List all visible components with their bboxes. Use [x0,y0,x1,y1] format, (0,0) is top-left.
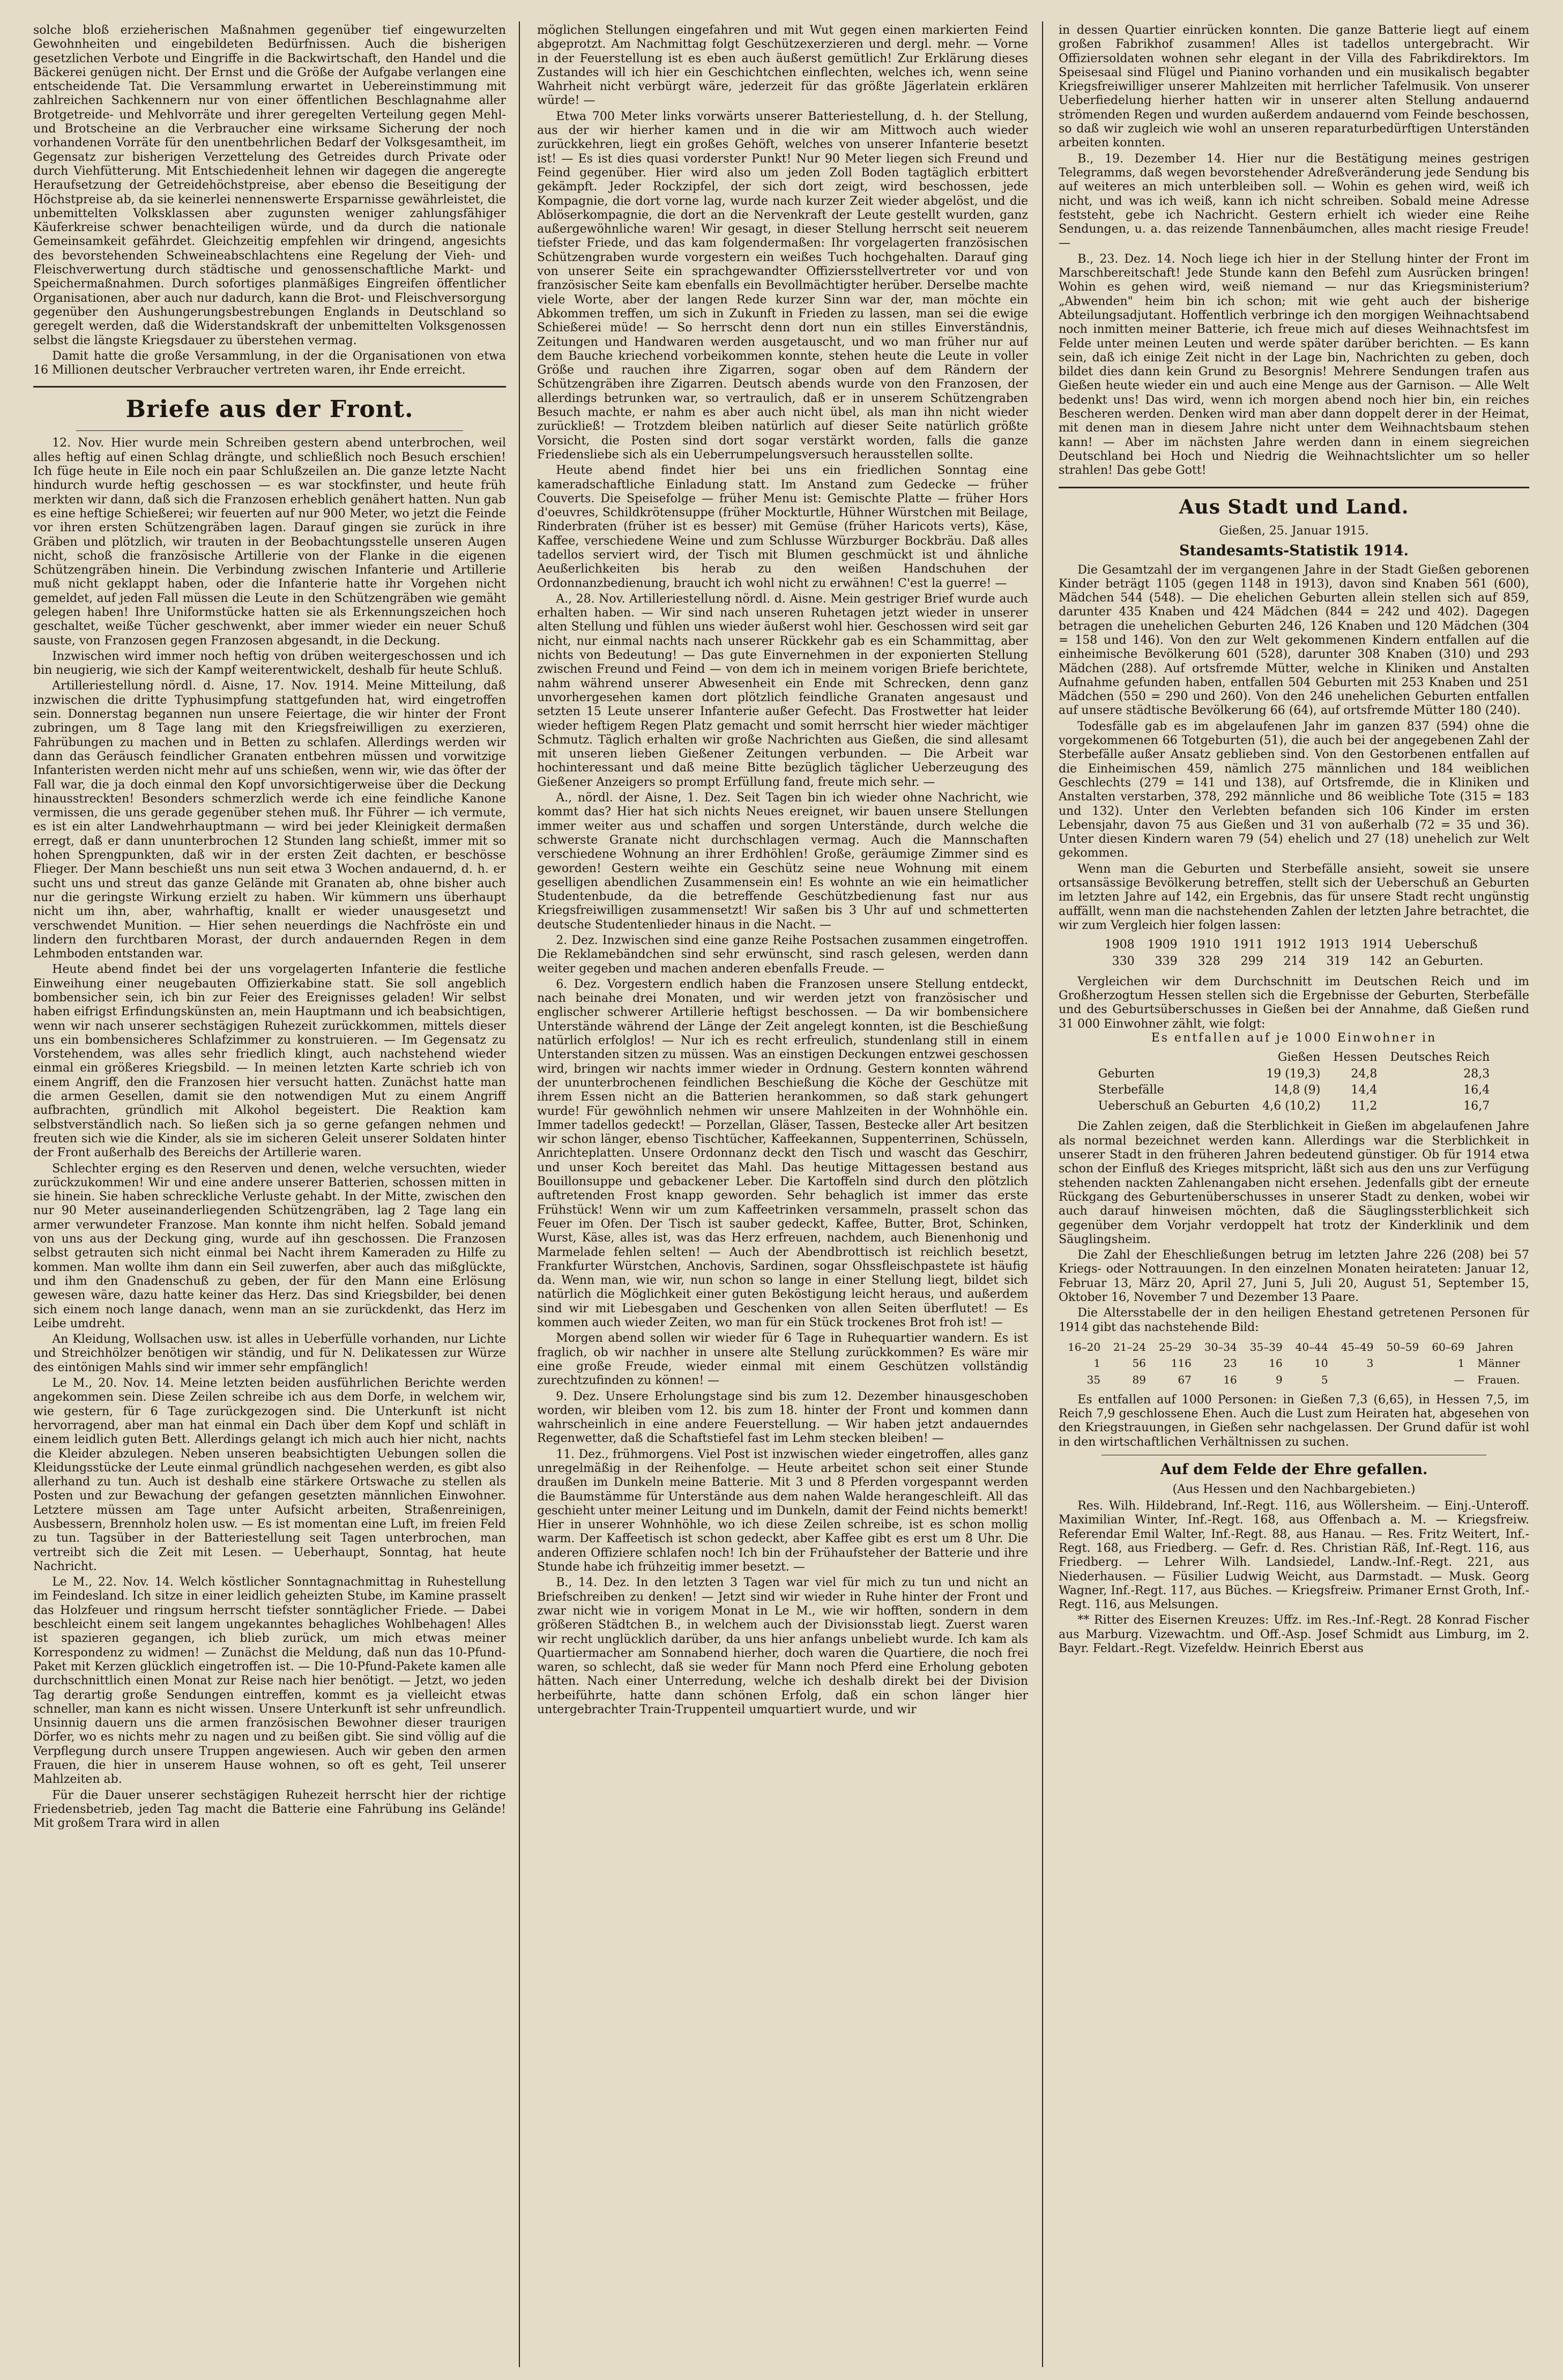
letter-paragraph: Etwa 700 Meter links vorwärts unserer Batteriestellung, d. h. der Stellung, aus der wir hierher kamen und in die wir am Mittwoch auch wieder zurückkehren, liegt ein großes Gehöft, welches von unserer Infanterie besetzt ist! — Es ist dies quasi vorderster Punkt! Nur 90 Meter liegen sich Freund und Feind gegenüber. Hier wird also um jeden Zoll Boden tagtäglich erbittert gekämpft. Jeder Rockzipfel, der sich dort zeigt, wird beschossen, jede Kompagnie, die dort vorne lag, wurde nach kurzer Zeit wieder abgelöst, und die Ablöserkompagnie, die dort an die Nervenkraft der Leute gestellt wurden, ganz außergewöhnliche waren! Wir gesagt, in dieser Stellung herrscht seit neuerem tiefster Friede, und das kam folgendermaßen: Ihr vorgelagerten französischen Schützengraben wurde vorgestern ein weißes Tuch hochgehalten. Darauf ging von unserer Seite ein sprachgewandter Offiziersstellvertreter vor und von französischer Seite kam ebenfalls ein Bevollmächtigter herüber. Derselbe machte viele Worte, aber der langen Rede kurzer Sinn war der, man möchte ein Abkommen treffen, um sich in Zukunft in Frieden zu lassen, man sei die ewige Schießerei müde! — So herrscht denn dort nun ein stilles Einverständnis, Zeitungen und Handwaren werden ausgetauscht, und wo man früher nur auf dem Bauche kriechend vorbeikommen konnte, stehen heute die Leute in voller Größe und rauchen ihre Zigarren, sogar oben auf dem Rändern der Schützengräben ihre Zigarren. Deutsch abends wurde von den Franzosen, der allerdings betrunken war, so vertraulich, daß er in unserem Schützengraben Besuch machte, er nahm es aber auch nicht übel, als man ihn nicht wieder zurückließ! — Trotzdem bleiben natürlich auf dieser Seite natürlich größte Vorsicht, die Posten sind dort sogar verstärkt worden, falls die ganze Friedensliebe sich als ein Ueberrumpelungsversuch herausstellen sollte. [537,109,1028,462]
table-cell: 14,8 (9) [1274,1083,1321,1097]
table-row [1098,937,1490,953]
table-cell: 24,8 [1351,1067,1378,1081]
statistik-paragraph: Die Gesamtzahl der im vergangenen Jahre in der Stadt Gießen geborenen Kinder beträgt 1105 (gegen 1148 in 1913), davon sind Knaben 561 (600), Mädchen 544 (548). — Die ehelichen Geburten allein stellen sich auf 859, darunter 435 Knaben und 424 Mädchen (844 = 242 und 402). Dagegen betragen die unehelichen Geburten 246, 126 Knaben und 120 Mädchen (304 = 158 und 146). Von den zur Welt gekommenen Kindern entfallen auf die einheimische Bevölkerung 601 (528), darunter 308 Knaben (310) und 293 Mädchen (288). Auf ortsfremde Mütter, welche in Kliniken und Anstalten Aufnahme gefunden haben, entfallen 504 Geburten mit 253 Knaben und 251 Mädchen (550 = 290 und 260). Von den 246 unehelichen Geburten entfallen auf unsere städtische Bevölkerung 66 (64), auf ortsfremde Mütter 180 (240). [1059,563,1529,718]
table-cell: 330 [1112,954,1135,968]
table-row [1098,954,1490,970]
table-cell: Ueberschuß [1404,938,1478,952]
table-cell: 14,4 [1351,1083,1378,1097]
table-cell: 21–24 [1113,1340,1146,1353]
table-cell: 23 [1223,1357,1237,1370]
table-cell: 56 [1132,1357,1146,1370]
statistik-title: Standesamts-Statistik 1914. [1179,542,1409,559]
table-cell: 16–20 [1068,1340,1101,1353]
table-cell: Männer [1477,1357,1520,1370]
letter-paragraph: B., 19. Dezember 14. Hier nur die Bestätigung meines gestrigen Telegramms, daß wegen bevorstehender Adreßveränderung jede Sendung bis auf weiteres an mich unterbleiben soll. — Wohin es gehen wird, weiß ich nicht, und was ich weiß, kann ich nicht schreiben. Sobald meine Adresse feststeht, gebe ich Nachricht. Gestern erhielt ich wieder eine Reihe Sendungen, u. a. das reizende Tannenbäumchen, alles macht riesige Freude! — [1059,152,1529,250]
table-cell: 1 [1093,1357,1101,1370]
table-cell: 116 [1171,1357,1192,1370]
table-header [1092,1050,1256,1066]
table-cell: an Geburten. [1404,954,1484,968]
table-header-row [1092,1050,1497,1066]
letter-paragraph: An Kleidung, Wollsachen usw. ist alles in Ueberfülle vorhanden, nur Lichte und Streichhölzer benötigen wir ständig, und für N. Delikatessen zur Würze des eintönigen Mahls sind wir immer sehr empfänglich! [33,1333,506,1374]
letter-paragraph: 2. Dez. Inzwischen sind eine ganze Reihe Postsachen zusammen eingetroffen. Die Reklamebändchen sind sehr erwünscht, sind rasch gelesen, werden dann weiter gegeben und machen anderen ebenfalls Freude. — [537,934,1028,976]
surplus-table [1098,937,1490,970]
ritter-paragraph: ** Ritter des Eisernen Kreuzes: Uffz. im Res.-Inf.-Regt. 28 Konrad Fischer aus Marburg. Vizewachtm. und Off.-Asp. Josef Schmidt aus Limburg, im 2. Bayr. Feldart.-Regt. Vizefeldw. Heinrich Eberst aus [1059,1613,1529,1655]
section-divider [33,386,506,388]
table-cell [1380,1355,1425,1371]
letter-paragraph: B., 14. Dez. In den letzten 3 Tagen war viel für mich zu tun und nicht an Briefschreiben zu denken! — Jetzt sind wir wieder in Ruhe hinter der Front und zwar nicht wie in vorigem Monat in Le M., wie wir hofften, sondern in dem größeren Städtchen B., in welchem auch der Divisionsstab liegt. Zuerst waren wir recht unglücklich darüber, da uns hier anfangs unbeliebt wurde. Ich kam als Quartiermacher am Sonnabend hierher, doch waren die Quartiere, die noch frei waren, so schlecht, daß sie weder für Mann noch Pferd eine Erholung geboten hätten. Nach einer Unterredung, welche ich deshalb direkt bei der Division herbeiführte, hatte dann schönen Erfolg, daß ein schon länger hier untergebrachter Train-Truppenteil umquartiert wurde, und wir [537,1576,1028,1717]
table-cell: 40–44 [1295,1340,1328,1353]
column-left [33,24,506,2366]
table-cell: 11,2 [1351,1099,1378,1113]
table-cell: 1909 [1147,938,1178,952]
column-rule [1042,21,1043,2367]
table-cell: 299 [1240,954,1263,968]
letter-paragraph: Heute abend findet bei der uns vorgelagerten Infanterie die festliche Einweihung einer neugebauten Offizierkabine statt. Sie soll angeblich bombensicher sein, ich bin zur Feier des Ereignisses geladen! Wir selbst haben eifrigst Erfindungskünsten an, mein Hauptmann und ich beabsichtigen, wenn wir nach unserer sechstägigen Ruhezeit zurückkommen, mittels dieser uns ein bombensicheres Schlafzimmer zu konstruieren. — Im Gegensatz zu Vorstehendem, was alles sehr friedlich klingt, auch nachstehend wieder einmal ein größeres Kriegsbild. — In meinen letzten Karte schrieb ich von einem Angriff, den die Franzosen hier versucht hatten. Zunächst hatte man die armen Gesellen, damit sie den notwendigen Mut zu einem Angriff aufbrachten, gründlich mit Alkohol begeistert. Die Reaktion kam selbstverständlich nach. So ließen sich ja so gerne gefangen nehmen und freuten sich wie die Kinder, als sie im sicheren Geleit unserer Soldaten hinter der Front außerhalb des Bereichs der Artillerie waren. [33,963,506,1160]
table-cell: 10 [1314,1357,1328,1370]
table-cell: 89 [1132,1373,1146,1386]
letter-paragraph: Artilleriestellung nördl. d. Aisne, 17. Nov. 1914. Meine Mitteilung, daß inzwischen die dritte Typhusimpfung stattgefunden hat, wird eingetroffen sein. Donnerstag begannen nun unsere Feiertage, die wir hinter der Front zubringen, um 8 Tage lang mit den Kriegsfreiwilligen zu exerzieren, Fahrübungen zu machen und in Betten zu schlafen. Allerdings werden wir dann das Geräusch feindlicher Granaten entbehren müssen und vorwitzige Infanteristen werden nicht mehr auf uns schießen, wenn wir, wie das öfter der Fall war, die ja doch einmal den Kopf unvorsichtigerweise über die Deckung hinausstreckten! Besonders schmerzlich werde ich eine feindliche Kanone vermissen, die uns gerade gegenüber stehen muß. Ihr Führer — ich vermute, es ist ein alter Landwehrhauptmann — wird bei jeder Kleinigkeit dermaßen erregt, daß er dann ununterbrochen 12 Stunden lang schießt, immer mit so hohen Sprengpunkten, daß wir in der ersten Zeit dachten, er beschösse Flieger. Der Mann beschießt uns nun seit etwa 3 Wochen andauernd, d. h. er sucht uns und streut das ganze Gelände mit Granaten ab, ohne bisher auch nur die geringste Wirkung erzielt zu haben. Wir kümmern uns überhaupt nicht um ihn, aber, wahrhaftig, knallt er wieder unausgesetzt und verschwendet Munition. — Hier sehen neuerdings die Nachfröste ein und lindern den furchtbaren Morast, der durch andauernden Regen in dem Lehmboden entstanden war. [33,679,506,961]
article-paragraph: solche bloß erzieherischen Maßnahmen gegenüber tief eingewurzelten Gewohnheiten und eingebildeten Bedürfnissen. Auch die bisherigen gesetzlichen Verbote und Eingriffe in die Backwirtschaft, den Handel und die Bäckerei genügen nicht. Der Ernst und die Größe der Aufgabe verlangen eine entscheidende Tat. Die Versammlung erwartet in Uebereinstimmung mit zahlreichen Sachkennern nur von einer öffentlichen Beschlagnahme aller Brotgetreide- und Mehlvorräte und ihrer geregelten Verteilung gegen Mehl- und Brotscheine an die Verbraucher eine wirksame Sicherung der noch vorhandenen Vorräte für den unentbehrlichen Bedarf der Volksgesamtheit, im Gegensatz zur bisherigen Verzettelung des Getreides durch Private oder durch Viehfütterung. Mit Entschiedenheit lehnen wir dagegen die angeregte Heraufsetzung der Getreidehöchstpreise, aber ebenso die Beseitigung der Höchstpreise ab, da sie keinerlei nennenswerte Ersparnisse gewährleistet, die unbemittelten Volksklassen aber zugunsten weniger zahlungsfähiger Käuferkreise schwer benachteiligen würde, und da durch die nationale Gemeinsamkeit gefährdet. Gleichzeitig empfehlen wir dringend, angesichts des bevorstehenden Schweineabschlachtens eine Regelung der Vieh- und Fleischverwertung durch städtische und genossenschaftliche Markt- und Speichermaßnahmen. Durch sofortiges planmäßiges Eingreifen öffentlicher Organisationen, aber auch nur dadurch, kann die Brot- und Fleischversorgung gegenüber den Aushungerungsbestrebungen Englands in Deutschland so geregelt werden, daß die Widerstandskraft der unbemittelten Volksgenossen selbst die längste Kriegsdauer zu überstehen vermag. [33,24,506,347]
table-cell: 328 [1197,954,1220,968]
table-row [1092,1066,1497,1082]
table-cell [1335,1372,1380,1388]
letter-paragraph: Le M., 20. Nov. 14. Meine letzten beiden ausführlichen Berichte werden angekommen sein. Diese Zeilen schreibe ich aus dem Dorfe, in welchem wir, wie gestern, für 6 Tage zurückgezogen sind. Die Unterkunft ist nicht hervorragend, aber man hat einmal ein Dach über dem Kopf und schläft in einem leidlich guten Bett. Allerdings gelangt ich mich auch hier nicht, nachts die Kleider abzulegen. Neben unseren beabsichtigten Uebungen sollen die Kleidungsstücke der Leute einmal gründlich nachgesehen werden, es gibt also allerhand zu tun. Auch ist deshalb eine stärkere Ortswache zu stellen als Posten und zur Bewachung der gefangen gesetzten männlichen Einwohner. Letztere müssen am Tage unter Aufsicht arbeiten, Straßenreinigen, Ausbessern, Brennholz holen usw. — Es ist momentan eine Luft, im freien Feld zu tun. Tagsüber in der Batteriestellung seit Tagen unterbrochen, man vertreibt sich die Zeit mit Lesen. — Ueberhaupt, Sonntag, hat heute Nachricht. [33,1377,506,1573]
table-cell: 1911 [1233,938,1263,952]
table-cell: 16,4 [1463,1083,1490,1097]
table-row [1061,1355,1527,1371]
table-cell: 1908 [1104,938,1135,952]
letter-paragraph: Schlechter erging es den Reserven und denen, welche versuchten, wieder zurückzukommen! Wir und eine andere unserer Batterien, schossen mitten in sie hinein. Sie haben schreckliche Verluste gehabt. In der Mitte, zwischen den nur 90 Meter auseinanderliegenden Schützengräben, lag 2 Tage lang ein armer verwundeter Franzose. Man konnte ihm nicht helfen. Sobald jemand von uns aus der Deckung ging, wurde auf ihn geschossen. Die Franzosen selbst getrauten sich nicht einmal bei Nacht ihrem Kameraden zu Hilfe zu kommen. Man wollte ihm dann ein Seil zuwerfen, aber auch das mißglückte, und ihm den Gnadenschuß zu geben, der für den Mann eine Erlösung gewesen wäre, dazu hatte keiner das Herz. Das sind Kriegsbilder, bei denen sich einem noch lange danach, wenn man an sie zurückdenkt, das Herz im Leibe umdreht. [33,1162,506,1330]
table-cell: 60–69 [1432,1340,1465,1353]
ehre-subtitle: (Aus Hessen und den Nachbargebieten.) [1172,1483,1416,1497]
table-row [1061,1372,1527,1388]
table-cell: — [1454,1373,1465,1386]
table-cell: Jahren [1477,1340,1514,1353]
table-cell: 16,7 [1463,1099,1490,1113]
table-cell: 1913 [1319,938,1349,952]
table-cell: 1 [1457,1357,1465,1370]
title-divider [76,430,463,431]
age-table [1061,1339,1527,1388]
letter-paragraph: Morgen abend sollen wir wieder für 6 Tage in Ruhequartier wandern. Es ist fraglich, ob wir nachher in unsere alte Stellung zurückkommen? Es wäre mir eine große Freude, wieder einmal mit einem Geschützen vollständig zurechtzufinden zu können! — [537,1332,1028,1388]
table-cell: 1914 [1361,938,1392,952]
section-divider [1059,487,1529,488]
ehre-paragraph: Res. Wilh. Hildebrand, Inf.-Regt. 116, aus Wöllersheim. — Einj.-Unteroff. Maximilian Winter, Inf.-Regt. 168, aus Offenbach a. M. — Kriegsfreiw. Referendar Emil Walter, Inf.-Regt. 88, aus Hanau. — Res. Fritz Weitert, Inf.-Regt. 168, aus Friedberg. — Gefr. d. Res. Christian Räß, Inf.-Regt. 116, aus Friedberg. — Lehrer Wilh. Landsiedel, Landw.-Inf.-Regt. 221, aus Niederhausen. — Füsilier Ludwig Weicht, aus Darmstadt. — Musk. Georg Wagner, Inf.-Regt. 117, aus Büches. — Kriegsfreiw. Primaner Ernst Groth, Inf.-Regt. 116, aus Melsungen. [1059,1499,1529,1612]
table-header: Deutsches Reich [1390,1051,1490,1065]
table-header: Gießen [1277,1051,1321,1065]
letter-paragraph: A., 28. Nov. Artilleriestellung nördl. d. Aisne. Mein gestriger Brief wurde auch erhalten haben. — Wir sind nach unseren Ruhetagen jetzt wieder in unserer alten Stellung und fühlen uns wieder äußerst wohl hier. Geschossen wird seit gar nicht, nur einmal nachts nach unserer Rückkehr gab es ein Schammittag, aber nichts von Bedeutung! — Das gute Einvernehmen in der exponierten Stellung zwischen Freund und Feind — von dem ich in meinem vorigen Briefe berichtete, nahm während unserer Abwesenheit ein Ende mit Schrecken, denn ganz unvorhergesehen kamen dort plötzlich feindliche Granaten angesaust und setzten 15 Leute unserer Infanterie außer Gefecht. Das Frostwetter hat leider wieder heftigem Regen Platz gemacht und somit herrscht hier wieder mächtiger Schmutz. Täglich erhalten wir große Nachrichten aus Gießen, die sind allesamt mit unseren lieben Gießener Zeitungen verbunden. — Die Arbeit war hochinteressant und daß meine Bitte bezüglich täglicher Ueberzeugung des Gießener Anzeigers so prompt Erfüllung fand, freute mich sehr. — [537,592,1028,789]
article-paragraph: Damit hatte die große Versammlung, in der die Organisationen von etwa 16 Millionen deutscher Verbraucher vertreten waren, ihr Ende erreicht. [33,349,506,377]
table-cell: Sterbefälle [1098,1083,1164,1097]
statistik-paragraph: Die Zahlen zeigen, daß die Sterblichkeit in Gießen im abgelaufenen Jahre als normal bezeichnet werden kann. Allerdings war die Sterblichkeit in unserer Stadt in den früheren Jahren bedeutend günstiger. Ob für 1914 etwa schon der Einfluß des Krieges mitspricht, läßt sich aus den uns zur Verfügung stehenden nackten Zahlenangaben nicht ersehen. Jedenfalls gibt der erneute Rückgang des Geburtenüberschusses in unserer Stadt zu denken, wobei wir auch darauf hinweisen möchten, daß die Säuglingssterblichkeit sich gegenüber dem Vorjahr verdoppelt hat trotz der Kinderklinik und dem Säuglingsheim. [1059,1120,1529,1246]
table-cell: 339 [1155,954,1178,968]
letter-paragraph: in dessen Quartier einrücken konnten. Die ganze Batterie liegt auf einem großen Fabrikhof zusammen! Alles ist tadellos untergebracht. Wir Offiziersoldaten wohnen sehr elegant in der Villa des Fabrikdirektors. Im Speisesaal sind Flügel und Pianino vorhanden und ein musikalisch begabter Kriegsfreiwilliger unserer Mahlzeiten mit herrlicher Tafelmusik. Von unserer Ueberfiedelung hierher hatten wir in unserer alten Stellung andauernd strömenden Regen und wurden außerdem andauernd vom Feinde beschossen, so daß wir zugleich wie wohl an unseren reparaturbedürftigen Unterständen arbeiten konnten. [1059,24,1529,150]
table-cell: 35 [1086,1373,1101,1386]
table-cell: 214 [1283,954,1306,968]
letter-paragraph: 6. Dez. Vorgestern endlich haben die Franzosen unsere Stellung entdeckt, nach beinahe drei Monaten, und wir werden jetzt von französischer und englischer schwerer Artillerie heftigst beschossen. — Da wir bombensichere Unterstände während der Länge der Zeit angelegt konnten, ist die Beschießung natürlich erfolglos! — Nur ich es recht erfreulich, stundenlang still in einem Unterstanden sitzen zu müssen. Was an einstigen Deckungen entzwei geschossen wird, bringen wir nachts immer wieder in Ordnung. Gestern konnten während der ununterbrochenen feindlichen Beschießung die Köche der Geschütze mit ihrem Essen nicht an die Batterien herankommen, so daß stark gehungert wurde! Für gewöhnlich nehmen wir unsere Mahlzeiten in der Wohnhöhle ein. Immer tadellos gedeckt! — Porzellan, Gläser, Tassen, Bestecke aller Art besitzen wir schon länger, ebenso Tischtücher, Kaffeekannen, Suppenterrinen, Schüsseln, Anrichteplatten. Unsere Ordonnanz deckt den Tisch und wascht das Geschirr, und unser Koch bereitet das Mahl. Das heutige Mittagessen bestand aus Bouillonsuppe und gebackener Leber. Die Kartoffeln sind durch den plötzlich auftretenden Frost knapp geworden. Sehr behaglich ist immer das erste Frühstück! Wenn wir um zum Kaffeetrinken versammeln, prasselt schon das Feuer im Ofen. Der Tisch ist sauber gedeckt, Kaffee, Butter, Brot, Schinken, Wurst, Käse, alles ist, was das Herz erfreuen, nachdem, auch Bienenhonig und Marmelade fehlen selten! — Auch der Abendbrottisch ist reichlich besetzt, Frankfurter Würstchen, Anchovis, Sardinen, sogar Ohssfleischpastete ist häufig da. Wenn man, wie wir, nun schon so lange in einer Stellung liegt, bildet sich natürlich die Möglichkeit einer guten Beköstigung leicht heraus, und außerdem sind wir mit Liebesgaben und Geschenken von allen Seiten überflutet! — Es kommen auch wieder Zeiten, wo man für ein Stück trockenes Brot froh ist! — [537,977,1028,1330]
table-cell: 50–59 [1386,1340,1419,1353]
letter-paragraph: A., nördl. der Aisne, 1. Dez. Seit Tagen bin ich wieder ohne Nachricht, wie kommt das? Hier hat sich nichts Neues ereignet, wir bauen unsere Stellungen immer weiter aus und schaffen und sorgen Unterstände, durch welche die schwerste Granate nicht durchschlagen vermag. Auch die Mannschaften verschiedene Wohnung an ihrer Erdhöhlen! Große, geräumige Zimmer sind es geworden! Gestern weihte ein Geschütz seine neue Wohnung mit einem geselligen abendlichen Zusammensein ein! Es wohnte an wie ein heimatlicher Studentenbude, da die betreffende Geschützbedienung fast nur aus Kriegsfreiwilligen zusammensetzt! Wir saßen bis 3 Uhr auf und schmetterten deutsche Studentenlieder hinaus in die Nacht. — [537,791,1028,932]
statistik-paragraph: Die Altersstabelle der in den heiligen Ehestand getretenen Personen für 1914 gibt das nachstehende Bild: [1059,1306,1529,1334]
table-row [1092,1098,1497,1114]
table-cell: 19 (19,3) [1266,1067,1321,1081]
table-cell: Frauen. [1477,1373,1520,1386]
letter-paragraph: Heute abend findet hier bei uns ein friedlichen Sonntag eine kameradschaftliche Einladung statt. Im Anstand zum Gedecke — früher Couverts. Die Speisefolge — früher Menu ist: Gemischte Platte — früher Hors d'oeuvres, Schildkrötensuppe (früher Mockturtle, Hühner Würstchen mit Beilage, Rinderbraten (früher ist es besser) mit Gemüse (früher Haricots verts), Käse, Kaffee, verschiedene Weine und zum Schlusse Würzburger Bockbräu. Daß alles tadellos serviert wird, der Tisch mit Blumen geschmückt ist und ähnliche Aeußerlichkeiten bis herab zu den weißen Handschuhen der Ordonnanzbedienung, braucht ich wohl nicht zu erwähnen! C'est la guerre! — [537,464,1028,590]
table-cell: 3 [1366,1357,1374,1370]
table-cell: 319 [1326,954,1349,968]
table-cell: 1910 [1190,938,1220,952]
statistik-paragraph: Es entfallen auf 1000 Personen: in Gießen 7,3 (6,65), in Hessen 7,5, im Reich 7,9 geschlossene Ehen. Auch die Lust zum Heiraten hat, abgesehen von den Kriegstrauungen, in Gießen sehr nachgelassen. Der Grund dafür ist wohl in den wirtschaftlichen Verhältnissen zu suchen. [1059,1393,1529,1449]
table-cell: 16 [1269,1357,1283,1370]
table-cell: 25–29 [1158,1340,1192,1353]
letter-paragraph: Inzwischen wird immer noch heftig von drüben weitergeschossen und ich bin neugierig, wie sich der Kampf weiterentwickelt, deshalb für heute Schluß. [33,649,506,678]
table-cell: Ueberschuß an Geburten [1098,1099,1250,1113]
statistik-paragraph: Die Zahl der Eheschließungen betrug im letzten Jahre 226 (208) bei 57 Kriegs- oder Nottrauungen. In den einzelnen Monaten heirateten: Januar 12, Februar 13, März 20, April 27, Juni 5, Juli 20, August 51, September 15, Oktober 16, November 7 und Dezember 13 Paare. [1059,1248,1529,1305]
table-cell: 5 [1321,1373,1328,1386]
ehre-title: Auf dem Felde der Ehre gefallen. [1160,1461,1428,1478]
section-title-briefe: Briefe aus der Front. [125,396,414,423]
letter-paragraph: möglichen Stellungen eingefahren und mit Wut gegen einen markierten Feind abgeprotzt. Am Nachmittag folgt Geschützexerzieren und dergl. mehr. — Vorne in der Feuerstellung ist es eben auch äußerst gemütlich! Zur Erklärung dieses Zustandes will ich hier ein Geschichtchen einflechten, welches ich, wenn seine Wahrheit nicht verbürgt wäre, jederzeit für das größte Jägerlatein erklären würde! — [537,24,1028,108]
table-header: Hessen [1333,1051,1378,1065]
table-cell: 30–34 [1204,1340,1237,1353]
letter-paragraph: Le M., 22. Nov. 14. Welch köstlicher Sonntagnachmittag in Ruhestellung im Feindesland. Ich sitze in einer leidlich geheizten Stube, im Kamine prasselt das Holzfeuer und ringsum herrscht tiefster sonntäglicher Friede. — Dabei beschleicht einem seit langem ungekanntes behagliches Wohlbehagen! Alles ist spazieren gegangen, ich blieb zurück, um mich etwas meiner Korrespondenz zu widmen! — Zunächst die Meldung, daß nun das 10-Pfund-Paket mit Kerzen glücklich eingetroffen ist. — Die 10-Pfund-Pakete kamen alle durchschnittlich einen Monat zur Reise nach hier benötigt. — Jetzt, wo jeden Tag derartig große Sendungen eintreffen, kommt es ja vielleicht etwas schneller, man kann es nicht wissen. Unsere Unterkunft ist sehr unfreundlich. Unsinnig dauern uns die armen französischen Bewohner dieser traurigen Dörfer, wo es nichts mehr zu nagen und zu beißen gibt. Sie sind völlig auf die Verpflegung durch unsere Truppen angewiesen. Auch wir geben den armen Frauen, die hier in unserem Hause wohnen, so oft es geht, Teil unserer Mahlzeiten ab. [33,1575,506,1787]
letter-paragraph: B., 23. Dez. 14. Noch liege ich hier in der Stellung hinter der Front im Marschbereitschaft! Jede Stunde kann den Befehl zum Ausrücken bringen! Wohin es gehen wird, weiß niemand — nur das Kriegsministerium? „Abwenden" heim bin ich schon; mit wie geht auch der bisherige Abteilungsadjutant. Hoffentlich verbringe ich den morgigen Weihnachtsabend noch inmitten meiner Batterie, ich freue mich auf dieses Weihnachtsfest im Felde unter meinen Leuten und werde später darüber berichten. — Es kann sein, daß ich einige Zeit nicht in der Lage bin, Nachrichten zu geben, doch bildet dies dann kein Grund zu Besorgnis! Mehrere Sendungen trafen aus Gießen heute wieder ein und auch eine Menge aus der Garnison. — Alle Welt bedenkt uns! Das wird, wenn ich morgen abend noch hier bin, ein reiches Bescheren werden. Denken wird man aber dann doppelt derer in der Heimat, mit denen man in diesem Jahre nicht unter dem Weihnachtsbaum stehen kann! — Aber im nächsten Jahre werden dann in einem siegreichen Deutschland bei Hoch und Niedrig die Weihnachtslichter um so heller strahlen! Das gebe Gott! [1059,252,1529,478]
table-cell: 67 [1178,1373,1192,1386]
letter-paragraph: Für die Dauer unserer sechstägigen Ruhezeit herrscht hier der richtige Friedensbetrieb, jeden Tag macht die Batterie eine Fahrübung ins Gelände! Mit großem Trara wird in allen [33,1788,506,1831]
letter-paragraph: 11. Dez., frühmorgens. Viel Post ist inzwischen wieder eingetroffen, alles ganz unregelmäßig in der Reihenfolge. — Heute arbeitet schon seit einer Stunde draußen im Dunkeln meine Batterie. Mit 3 und 8 Pferden vorgespannt werden die Baumstämme für Unterstände aus dem nahen Walde herangeschleift. All das geschieht unter meiner Leitung und im Dunkeln, damit der Feind nichts bemerkt! Hier in unserer Wohnhöhle, wo ich diese Zeilen schreibe, ist es schon mollig warm. Der Kaffeetisch ist schon gedeckt, aber Kaffee gibt es erst um 8 Uhr. Die anderen Offiziere schlafen noch! Ich bin der Frühaufsteher der Batterie und ihre Stunde habe ich frühzeitig immer besetzt. — [537,1447,1028,1574]
statistik-paragraph: Vergleichen wir dem Durchschnitt im Deutschen Reich und im Großherzogtum Hessen stellen sich die Ergebnisse der Geburten, Sterbefälle und des Geburtsüberschusses in Gießen bei der Annahme, daß Gießen rund 31 000 Einwohner zählt, wie folgt: [1059,975,1529,1031]
per-thousand-line: Es entfallen auf je 1000 Einwohner in [1151,1031,1437,1045]
dateline: Gießen, 25. Januar 1915. [1219,524,1369,538]
table-cell [1380,1372,1425,1388]
table-cell: Geburten [1098,1067,1155,1081]
table-row [1092,1082,1497,1098]
table-cell: 4,6 (10,2) [1262,1099,1321,1113]
section-title-stadt: Aus Stadt und Land. [1179,495,1409,518]
column-middle [537,24,1028,2366]
column-right [1059,24,1529,2366]
statistik-paragraph: Wenn man die Geburten und Sterbefälle ansieht, soweit sie unsere ortsansässige Bevölkerung betreffen, stellt sich der Ueberschuß an Geburten im letzten Jahre auf 142, ein Ergebnis, das für unsere Stadt recht ungünstig auffällt, wenn man die nachstehenden Zahlen der letzten Jahre betrachtet, die wir zum Vergleich hier folgen lassen: [1059,862,1529,932]
table-cell: 16 [1223,1373,1237,1386]
letter-paragraph: 9. Dez. Unsere Erholungstage sind bis zum 12. Dezember hinausgeschoben worden, wir bleiben vom 12. bis zum 18. hinter der Front und kommen dann wahrscheinlich in eine andere Feuerstellung. — Wir haben jetzt andauerndes Regenwetter, daß die Schaftstiefel fast im Lehm stecken bleiben! — [537,1389,1028,1446]
table-cell: 1912 [1276,938,1306,952]
table-cell: 28,3 [1463,1067,1490,1081]
statistik-paragraph: Todesfälle gab es im abgelaufenen Jahr im ganzen 837 (594) ohne die vorgekommenen 66 Totgeburten (51), die auch bei der angegebenen Zahl der Sterbefälle außer Ansatz geblieben sind. Von den Gestorbenen entfallen auf die Einheimischen 459, nämlich 275 männlichen und 184 weiblichen Geschlechts (279 = 141 und 138), auf Ortsfremde, die in Kliniken und Anstalten verstarben, 378, 292 männliche und 86 weibliche Tote (315 = 183 und 132). Unter den Verlebten befanden sich 106 Kinder im ersten Lebensjahr, davon 75 aus Gießen und 31 von außerhalb (72 = 35 und 36). Unter diesen Kindern waren 79 (54) ehelich und 27 (18) unehelich zur Welt gekommen. [1059,719,1529,860]
letter-paragraph: 12. Nov. Hier wurde mein Schreiben gestern abend unterbrochen, weil alles heftig auf einen Schlag drängte, und schließlich noch Besuch erschien! Ich füge heute in Eile noch ein paar Schlußzeilen an. Die ganze letzte Nacht hindurch wurde heftig geschossen — es war stockfinster, und heute früh merkten wir dann, daß sich die Franzosen erheblich genähert hatten. Nun gab es eine heftige Schießerei; wir feuerten auf nur 900 Meter, wo jetzt die Feinde vor ihren ersten Schützengräben lagen. Darauf gingen sie zurück in ihre Gräben und plötzlich, wir trauten in der Beobachtungsstelle unseren Augen nicht, schoß die französische Artillerie von der Flanke in die eigenen Schützengräben hinein. Die Verbindung zwischen Infanterie und Artillerie muß nicht geklappt haben, oder die Infanterie hatte ihr Vorgehen nicht gemeldet, auf jeden Fall müssen die Leute in den Schützengräben wie gemäht gelegen haben! Ihre Uniformstücke hatten sie als Erkennungszeichen hoch geschaltet, weiße Tücher geschwenkt, aber immer wieder ein neuer Schuß sauste, von Franzosen gegen Franzosen abgesandt, in die Deckung. [33,436,506,648]
table-cell: 9 [1275,1373,1283,1386]
column-rule [519,21,520,2367]
rate-table [1092,1050,1497,1114]
table-header-row [1061,1339,1527,1355]
table-cell: 142 [1369,954,1392,968]
table-cell: 35–39 [1249,1340,1283,1353]
table-cell: 45–49 [1341,1340,1374,1353]
